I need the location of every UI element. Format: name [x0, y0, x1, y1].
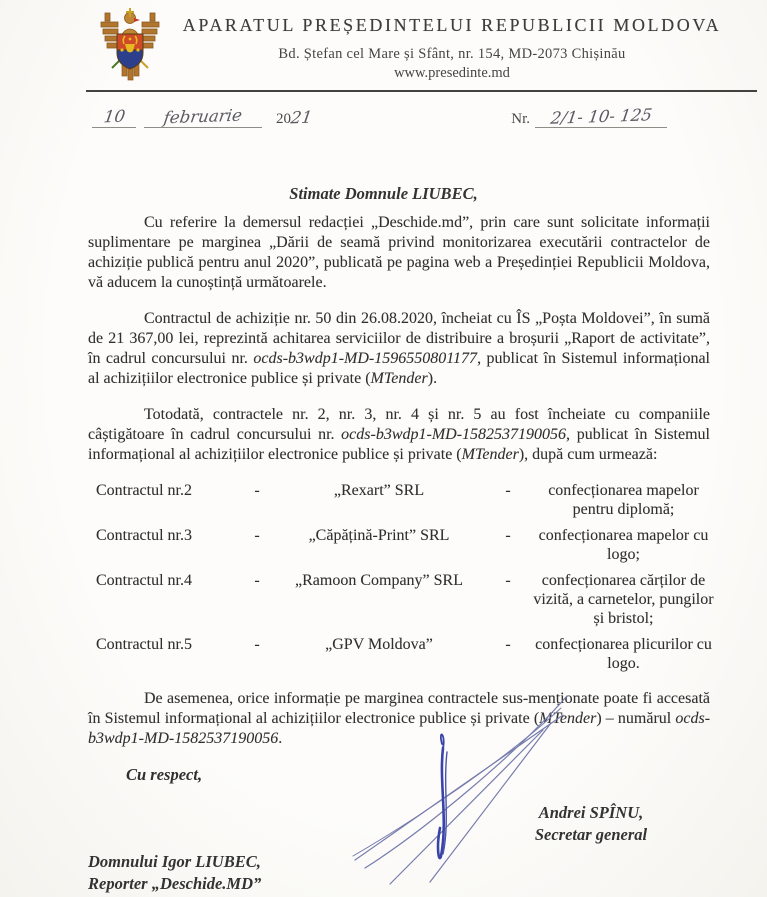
signer-block: [471, 802, 711, 846]
para4-tender-code: ocds-b3wdp1-MD-1582537190056: [88, 710, 711, 747]
recipient-name: Domnului Igor LIUBEC,: [88, 852, 261, 871]
contract-description: confecționarea plicurilor cu logo.: [535, 636, 712, 672]
dash-separator: -: [254, 636, 260, 653]
dash-separator: -: [505, 572, 511, 589]
contract-description: confecționarea mapelor cu logo;: [538, 527, 709, 563]
para3-mtender: MTender: [461, 446, 519, 463]
para4-tail: .: [278, 730, 283, 747]
dash-separator: -: [254, 572, 260, 589]
para4-lead: De asemenea, orice informație pe marginea contractele sus-menționate poate fi accesată în Sistemul informațional al achizițiilor electronice publice și private (: [88, 690, 710, 727]
nr-label: Nr.: [511, 111, 530, 127]
date-year-written: 21: [289, 107, 314, 128]
contract-row: [96, 526, 719, 564]
contract-list: [0, 481, 767, 673]
dateline: [0, 92, 767, 128]
para2-mtender: MTender: [370, 370, 428, 387]
para4-mtender: MTender: [539, 710, 597, 727]
contract-company: „Ramoon Company” SRL: [295, 572, 463, 589]
para4-mid: ) – numărul: [596, 710, 676, 727]
closing-salutation: Cu respect,: [126, 765, 203, 784]
date-month-value: februarie: [162, 105, 244, 128]
contract-company: „GPV Moldova”: [325, 636, 433, 653]
contract-description: confecționarea mapelor pentru diplomă;: [548, 482, 699, 518]
date-year-printed: 20: [276, 111, 291, 127]
dash-separator: -: [254, 527, 260, 544]
salutation: Stimate Domnule LIUBEC,: [289, 184, 478, 203]
signer-title: Secretar general: [534, 825, 648, 844]
para3-tender-code: ocds-b3wdp1-MD-1582537190056: [341, 426, 567, 443]
date-day-field: [92, 107, 136, 128]
org-address: Bd. Ștefan cel Mare și Sfânt, nr. 154, MD-2073 Chișinău: [278, 46, 626, 62]
recipient-block: [0, 851, 767, 895]
contract-row: [96, 571, 719, 628]
dash-separator: -: [254, 482, 260, 499]
header: [0, 0, 767, 92]
para2-mid: , publicat în Sistemul informațional al achizițiilor electronice publice și private (: [88, 350, 710, 387]
date-month-field: [144, 107, 262, 128]
nr-value-field: [535, 107, 667, 128]
para3-mid: , publicat în Sistemul informațional al achizițiilor electronice publice și private (: [88, 426, 710, 463]
org-name: APARATUL PREȘEDINTELUI REPUBLICII MOLDOVA: [182, 15, 722, 35]
contract-label: Contractul nr.2: [96, 482, 192, 499]
paragraph-final: [0, 689, 767, 749]
dash-separator: -: [505, 636, 511, 653]
nr-fields: [511, 107, 667, 128]
recipient-title: Reporter „Deschide.MD”: [88, 874, 262, 893]
signer-name: Andrei SPÎNU,: [538, 803, 644, 822]
dash-separator: -: [505, 482, 511, 499]
paragraph-contract-50: [0, 309, 767, 389]
para3-lead: Totodată, contractele nr. 2, nr. 3, nr. 4 și nr. 5 au fost încheiate cu companiile câștigătoare în cadrul concursului nr.: [88, 406, 710, 443]
contract-description: confecționarea cărților de vizită, a carnetelor, pungilor și bristol;: [533, 572, 714, 627]
para2-tail: ).: [427, 370, 438, 387]
contract-company: „Rexart” SRL: [333, 482, 425, 499]
moldova-coat-of-arms-icon: [98, 6, 162, 94]
paragraph-contracts-2-5: [0, 405, 767, 465]
org-website: www.presedinte.md: [394, 65, 510, 81]
date-day-value: 10: [102, 106, 126, 127]
contract-row: [96, 635, 719, 673]
contract-label: Contractul nr.3: [96, 527, 192, 544]
para3-tail: ), după cum urmează:: [518, 446, 658, 463]
paragraph-intro: [0, 213, 767, 293]
contract-label: Contractul nr.4: [96, 572, 192, 589]
contract-row: [96, 481, 719, 519]
para2-lead: Contractul de achiziție nr. 50 din 26.08.2020, încheiat cu ÎS „Poșta Moldovei”, în sumă de 21 367,00 lei, reprezintă achitarea serviciilor de distribuire a broșurii „Raport de activitate”, în cadrul concursului nr.: [88, 310, 710, 367]
para2-tender-code: ocds-b3wdp1-MD-1596550801177: [253, 350, 478, 367]
date-fields: [92, 107, 312, 128]
contract-label: Contractul nr.5: [96, 636, 192, 653]
dash-separator: -: [505, 527, 511, 544]
paragraph-intro-text: Cu referire la demersul redacției „Deschide.md”, prin care sunt solicitate informații suplimentare pe marginea „Dării de seamă privind monitorizarea executării contractelor de achiziție publică pentru anul 2020”, publicată pe pagina web a Președinției Republicii Moldova, vă aducem la cunoștință următoarele.: [88, 214, 710, 291]
nr-value: 2/1- 10- 125: [549, 105, 653, 128]
date-year: [276, 108, 312, 128]
contract-company: „Căpățină-Print” SRL: [308, 527, 450, 544]
